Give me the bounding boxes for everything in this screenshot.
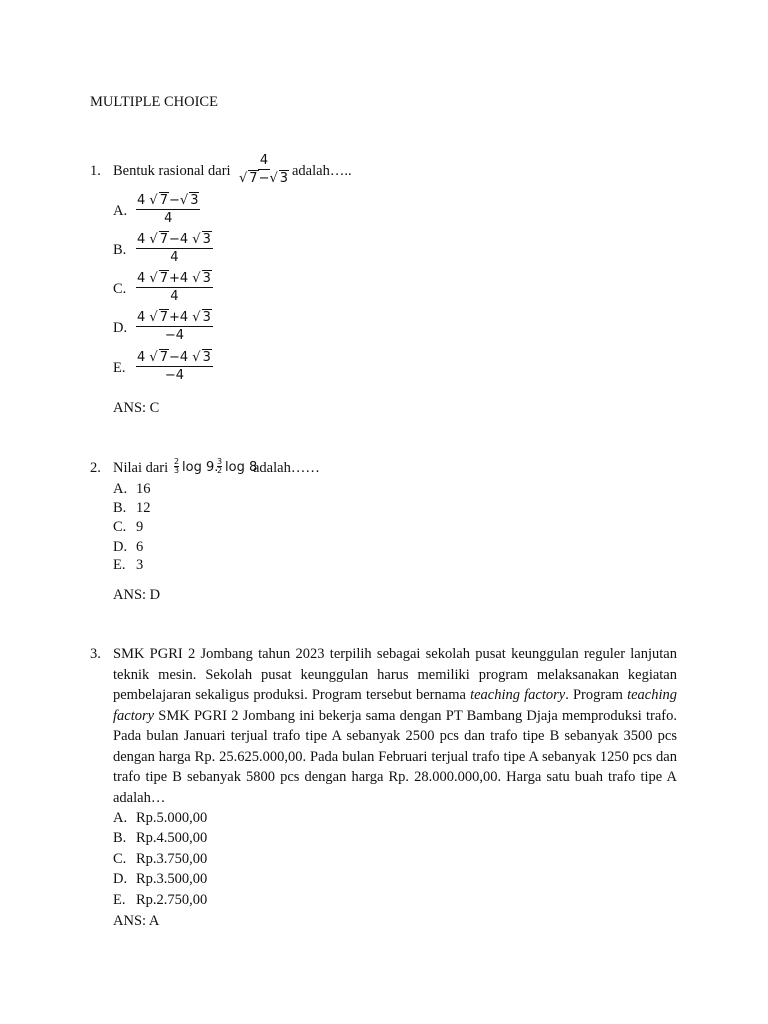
question-number: 1. [90,163,101,179]
option-letter: B. [113,242,127,258]
option-letter: B. [113,500,127,516]
option-letter: C. [113,281,127,297]
option-text: 16 [136,481,151,497]
option-letter: E. [113,360,126,376]
section-heading: MULTIPLE CHOICE [90,94,218,110]
option-letter: E. [113,557,126,573]
question-prefix: Nilai dari [113,460,169,476]
option-letter: E. [113,892,126,908]
log-expression-2: log 8 [225,460,258,475]
option-letter: A. [113,203,128,219]
option-c-fraction: $\frac{4 √ 7+4 √ 3}{4}$ [137,271,211,304]
option-b-fraction: $\frac{4 √ 7-4 √ 3}{4}$ [137,232,211,265]
option-letter: A. [113,810,128,826]
option-e-fraction: $\frac{4 √ 7-4 √ 3}{-4}$ [137,350,211,383]
option-letter: A. [113,481,128,497]
option-text: 3 [136,557,144,573]
question-suffix: adalah…… [253,460,320,476]
question-number: 3. [90,646,101,662]
answer-key: ANS: C [113,400,160,416]
question-suffix: adalah….. [292,163,352,179]
option-text: Rp.4.500,00 [136,830,208,846]
option-a-fraction: $\frac{4 √ 7-√ 3}{4}$ [137,193,199,226]
option-text: Rp.5.000,00 [136,810,208,826]
answer-key: ANS: D [113,587,161,603]
question-text: SMK PGRI 2 Jombang tahun 2023 terpilih sebagai sekolah pusat keunggulan reguler lanjutan teknik mesin. Sekolah pusat keunggulan harus memiliki program melaksanakan kegiatan pembelajaran sekaligus produksi. Program tersebut bernama teaching factory. Program teaching factory SMK PGRI 2 Jombang ini bekerja sama dengan PT Bambang Djaja memproduksi trafo. Pada bulan Januari terjual trafo tipe A sebanyak 2500 pcs dan trafo tipe B sebanyak 3500 pcs dengan harga Rp. 25.625.000,00. Pada bulan Februari terjual trafo tipe A sebanyak 1250 pcs dan trafo tipe B sebanyak 5800 pcs dengan harga Rp. 28.000.000,00. Harga satu buah trafo tipe A adalah… [113,646,678,806]
option-letter: C. [113,519,127,535]
option-text: 12 [136,500,151,516]
option-d-fraction: $\frac{4 √ 7+4 √ 3}{-4}$ [137,310,211,343]
option-letter: D. [113,320,128,336]
option-text: 9 [136,519,144,535]
question-prefix: Bentuk rasional dari [113,163,231,179]
option-text: Rp.3.750,00 [136,851,208,867]
question-fraction [239,154,289,185]
option-text: Rp.2.750,00 [136,892,208,908]
option-text: 6 [136,539,144,555]
option-text: Rp.3.500,00 [136,871,208,887]
fraction-denominator: √ 7−√ 3 [239,171,289,186]
option-letter: B. [113,830,127,846]
answer-key: ANS: A [113,913,160,929]
fraction-numerator: 4 [259,153,269,168]
log-base-2: 3 2 [217,457,223,475]
log-expression-1: log 9. [182,460,219,475]
log-base-1: 2 3 [174,457,180,475]
option-letter: D. [113,871,128,887]
option-letter: C. [113,851,127,867]
option-letter: D. [113,539,128,555]
question-number: 2. [90,460,101,476]
